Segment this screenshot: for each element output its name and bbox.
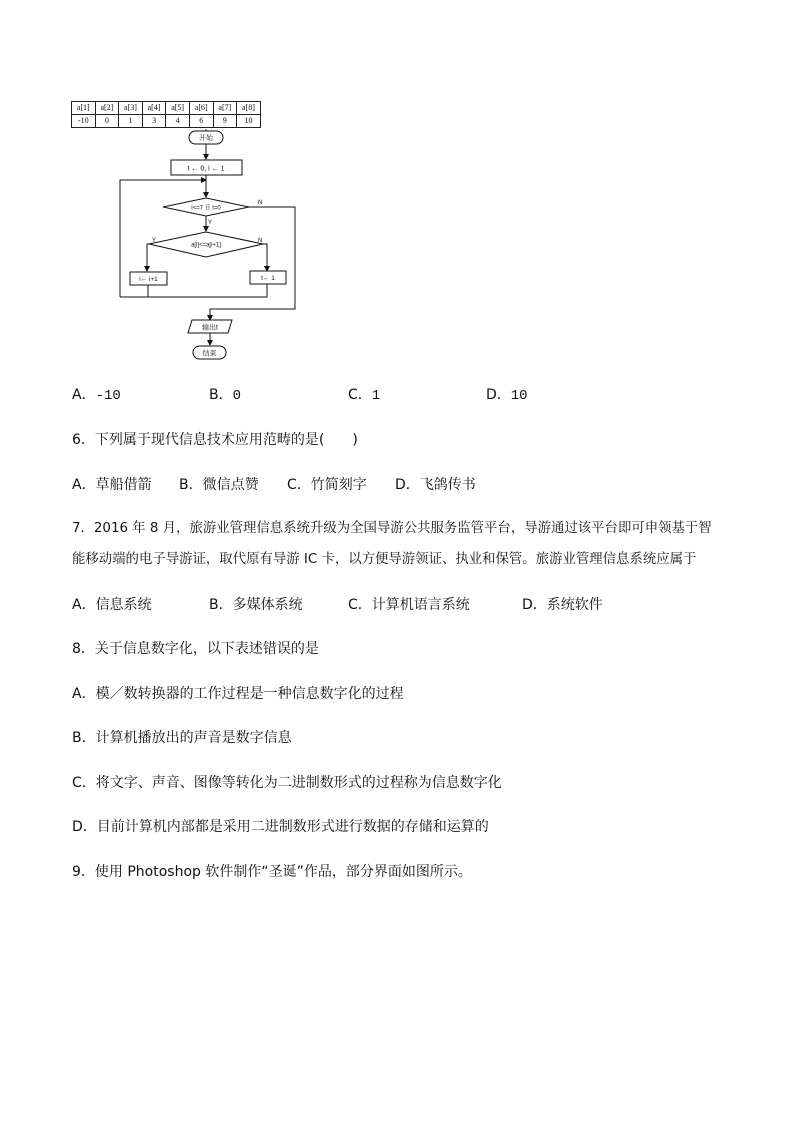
q6-stem: 6．下列属于现代信息技术应用范畴的是( ) xyxy=(72,432,358,448)
merge-line xyxy=(148,284,267,297)
array-header-cell: a[5] xyxy=(166,102,190,115)
start-label: 开始 xyxy=(199,135,213,142)
set-t-label: t← 1 xyxy=(261,275,275,282)
array-value-cell: 9 xyxy=(213,115,237,128)
array-value-cell: 1 xyxy=(119,115,143,128)
array-header-cell: a[2] xyxy=(95,102,119,115)
array-value-cell: 3 xyxy=(142,115,166,128)
q8-option-b: B．计算机播放出的声音是数字信息 xyxy=(72,730,292,746)
array-header-cell: a[4] xyxy=(142,102,166,115)
no-branch-line xyxy=(263,244,267,271)
option-letter: B． xyxy=(209,387,233,403)
array-value-cell: 0 xyxy=(95,115,119,128)
array-header-cell: a[8] xyxy=(237,102,261,115)
array-value-cell: 4 xyxy=(166,115,190,128)
q7-option-d: D．系统软件 xyxy=(522,597,603,613)
array-header-cell: a[6] xyxy=(189,102,213,115)
q7-option-c: C．计算机语言系统 xyxy=(348,597,470,613)
loop-condition-label: i<=7 且 t=0 xyxy=(191,205,221,212)
loop-exit-line xyxy=(210,207,295,320)
array-header-cell: a[7] xyxy=(213,102,237,115)
q7-stem-line1: 7．2016 年 8 月，旅游业管理信息系统升级为全国导游公共服务监管平台，导游通过该平台即可申领基于智 xyxy=(72,521,712,536)
q5-option-d xyxy=(486,385,528,406)
array-value-cell: 10 xyxy=(237,115,261,128)
q8-option-a: A．模／数转换器的工作过程是一种信息数字化的过程 xyxy=(72,686,404,702)
q5-option-b xyxy=(209,385,241,406)
option-text: -10 xyxy=(95,388,121,404)
option-text: 0 xyxy=(232,388,242,404)
array-value-cell: 6 xyxy=(189,115,213,128)
q7-stem-line2: 能移动端的电子导游证，取代原有导游 IC 卡，以方便导游领证、执业和保管。旅游业管理信息系统应属于 xyxy=(72,552,697,567)
no-label: N xyxy=(258,238,263,244)
array-header-cell: a[3] xyxy=(119,102,143,115)
q6-option-b: B．微信点赞 xyxy=(179,477,259,493)
q5-option-a xyxy=(72,385,121,406)
increment-label: i← i+1 xyxy=(139,276,158,283)
yes-label: Y xyxy=(152,238,157,244)
array-header-cell: a[1] xyxy=(72,102,96,115)
q5-option-c xyxy=(348,385,380,406)
q7-option-a: A．信息系统 xyxy=(72,597,152,613)
no-label: N xyxy=(258,200,263,206)
option-letter: D． xyxy=(486,387,511,403)
yes-branch-line xyxy=(147,244,149,271)
array-value-cell: -10 xyxy=(72,115,96,128)
q8-option-d: D．目前计算机内部都是采用二进制数形式进行数据的存储和运算的 xyxy=(72,819,489,835)
q8-stem: 8．关于信息数字化，以下表述错误的是 xyxy=(72,641,319,657)
yes-label: Y xyxy=(208,220,213,226)
output-label: 输出t xyxy=(202,324,218,332)
flowchart xyxy=(0,0,794,400)
q6-option-a: A．草船借箭 xyxy=(72,477,152,493)
q8-option-c: C．将文字、声音、图像等转化为二进制数形式的过程称为信息数字化 xyxy=(72,775,502,791)
option-letter: A． xyxy=(72,387,96,403)
q6-option-d: D．飞鸽传书 xyxy=(395,477,476,493)
option-text: 1 xyxy=(371,388,381,404)
inner-condition-label: a[i]<=a[i+1] xyxy=(191,242,221,249)
option-text: 10 xyxy=(510,388,528,404)
end-label: 结束 xyxy=(202,350,217,358)
q9-stem: 9．使用 Photoshop 软件制作“圣诞”作品，部分界面如图所示。 xyxy=(72,864,472,880)
option-letter: C． xyxy=(348,387,372,403)
q7-option-b: B．多媒体系统 xyxy=(209,597,303,613)
q6-option-c: C．竹简刻字 xyxy=(287,477,367,493)
init-label: t ← 0, i ← 1 xyxy=(187,165,225,173)
